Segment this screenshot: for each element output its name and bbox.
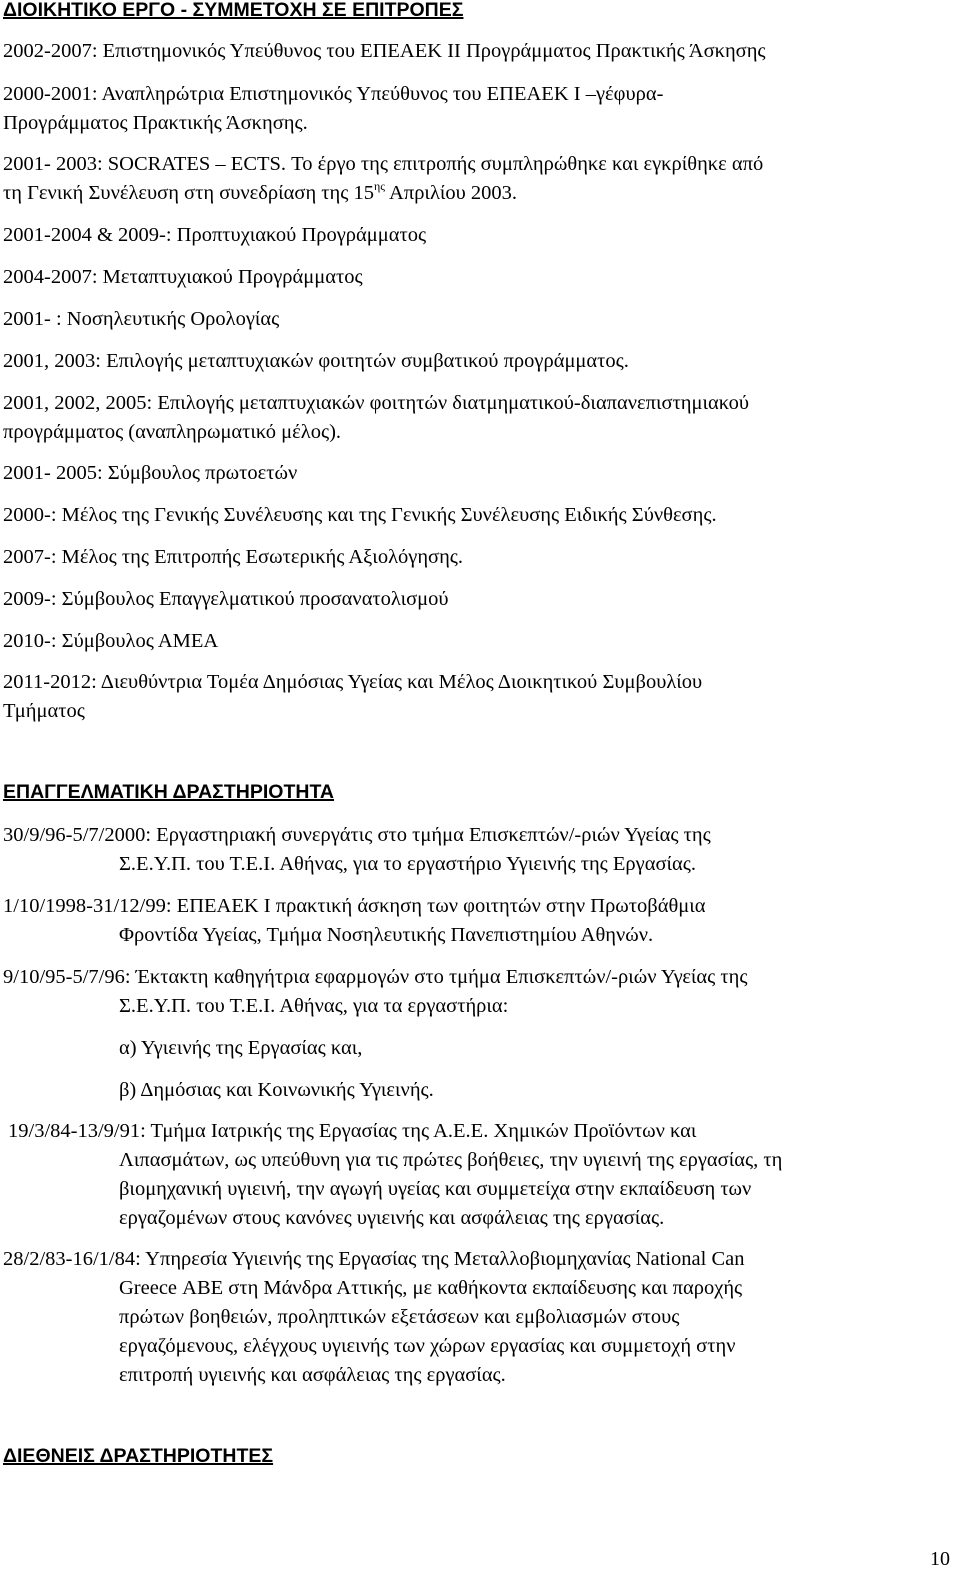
- list-item: 2001, 2003: Επιλογής μεταπτυχιακών φοιτητών συμβατικού προγράμματος.: [3, 350, 629, 372]
- entry-continuation: Λιπασμάτων, ως υπεύθυνη για τις πρώτες βοήθειες, την υγιεινή της εργασίας, τη: [119, 1149, 783, 1171]
- list-item: 2011-2012: Διευθύντρια Τομέα Δημόσιας Υγείας και Μέλος Διοικητικού Συμβουλίου: [3, 671, 703, 693]
- entry-line: 9/10/95-5/7/96: Έκτακτη καθηγήτρια εφαρμογών στο τμήμα Επισκεπτών/-ριών Υγείας της: [3, 966, 748, 988]
- list-item: 2001- 2005: Σύμβουλος πρωτοετών: [3, 462, 298, 484]
- list-item: 2007-: Μέλος της Επιτροπής Εσωτερικής Αξιολόγησης.: [3, 546, 464, 568]
- list-item: Τμήματος: [3, 700, 85, 722]
- entry-continuation: πρώτων βοηθειών, προληπτικών εξετάσεων και εμβολιασμών στους: [119, 1306, 680, 1328]
- section-heading-professional: ΕΠΑΓΓΕΛΜΑΤΙΚΗ ΔΡΑΣΤΗΡΙΟΤΗΤΑ: [3, 781, 335, 803]
- list-item: 2001, 2002, 2005: Επιλογής μεταπτυχιακών φοιτητών διατμηματικού-διαπανεπιστημιακού: [3, 392, 750, 414]
- entry-line: 30/9/96-5/7/2000: Εργαστηριακή συνεργάτις στο τμήμα Επισκεπτών/-ριών Υγείας της: [3, 824, 711, 846]
- entry-continuation: βιομηχανική υγιεινή, την αγωγή υγείας και συμμετείχα στην εκπαίδευση των: [119, 1178, 752, 1200]
- list-item: 2004-2007: Μεταπτυχιακού Προγράμματος: [3, 266, 363, 288]
- superscript: ης: [374, 179, 386, 193]
- section-heading-administrative: ΔΙΟΙΚΗΤΙΚΟ ΕΡΓΟ - ΣΥΜΜΕΤΟΧΗ ΣΕ ΕΠΙΤΡΟΠΕΣ: [3, 0, 464, 21]
- list-item: τη Γενική Συνέλευση στη συνεδρίαση της $15^{\eta\varsigma}$ Απριλίου 2003.: [3, 179, 518, 204]
- entry-continuation: Σ.Ε.Υ.Π. του Τ.Ε.Ι. Αθήνας, για το εργαστήριο Υγιεινής της Εργασίας.: [119, 853, 697, 875]
- entry-continuation: Σ.Ε.Υ.Π. του Τ.Ε.Ι. Αθήνας, για τα εργαστήρια:: [119, 995, 509, 1017]
- entry-continuation: επιτροπή υγιεινής και ασφάλειας της εργασίας.: [119, 1364, 506, 1386]
- list-item: Προγράμματος Πρακτικής Άσκησης.: [3, 112, 308, 134]
- list-item: 2001-2004 & 2009-: Προπτυχιακού Προγράμματος: [3, 224, 427, 246]
- list-item: 2000-2001: Αναπληρώτρια Επιστημονικός Υπεύθυνος του ΕΠΕΑΕΚ Ι –γέφυρα-: [3, 83, 664, 105]
- entry-line: 28/2/83-16/1/84: Υπηρεσία Υγιεινής της Εργασίας της Μεταλλοβιομηχανίας National Can: [3, 1248, 745, 1270]
- entry-continuation: εργαζόμενους, ελέγχους υγιεινής των χώρων εργασίας και συμμετοχή στην: [119, 1335, 736, 1357]
- entry-continuation: Greece ΑΒΕ στη Μάνδρα Αττικής, με καθήκοντα εκπαίδευσης και παροχής: [119, 1277, 743, 1299]
- entry-sublist-item: β) Δημόσιας και Κοινωνικής Υγιεινής.: [119, 1079, 434, 1101]
- page-number: 10: [930, 1548, 950, 1570]
- entry-continuation: Φροντίδα Υγείας, Τμήμα Νοσηλευτικής Πανεπιστημίου Αθηνών.: [119, 924, 654, 946]
- entry-continuation: εργαζομένων στους κανόνες υγιεινής και ασφάλειας της εργασίας.: [119, 1207, 665, 1229]
- list-item: 2009-: Σύμβουλος Επαγγελματικού προσανατολισμού: [3, 588, 449, 610]
- list-item: 2002-2007: Επιστημονικός Υπεύθυνος του ΕΠΕΑΕΚ ΙΙ Προγράμματος Πρακτικής Άσκησης: [3, 40, 766, 62]
- list-item: προγράμματος (αναπληρωματικό μέλος).: [3, 421, 342, 443]
- entry-line: 1/10/1998-31/12/99: ΕΠΕΑΕΚ Ι πρακτική άσκηση των φοιτητών στην Πρωτοβάθμια: [3, 895, 706, 917]
- list-item: 2001- : Νοσηλευτικής Ορολογίας: [3, 308, 280, 330]
- entry-line: 19/3/84-13/9/91: Τμήμα Ιατρικής της Εργασίας της Α.Ε.Ε. Χημικών Προϊόντων και: [8, 1120, 697, 1142]
- list-item: 2001- 2003: SOCRATES – ECTS. Το έργο της επιτροπής συμπληρώθηκε και εγκρίθηκε από: [3, 153, 764, 175]
- section-heading-international: ΔΙΕΘΝΕΙΣ ΔΡΑΣΤΗΡΙΟΤΗΤΕΣ: [3, 1445, 274, 1467]
- entry-sublist-item: α) Υγιεινής της Εργασίας και,: [119, 1037, 363, 1059]
- list-item: 2000-: Μέλος της Γενικής Συνέλευσης και της Γενικής Συνέλευσης Ειδικής Σύνθεσης.: [3, 504, 717, 526]
- list-item: 2010-: Σύμβουλος ΑΜΕΑ: [3, 630, 219, 652]
